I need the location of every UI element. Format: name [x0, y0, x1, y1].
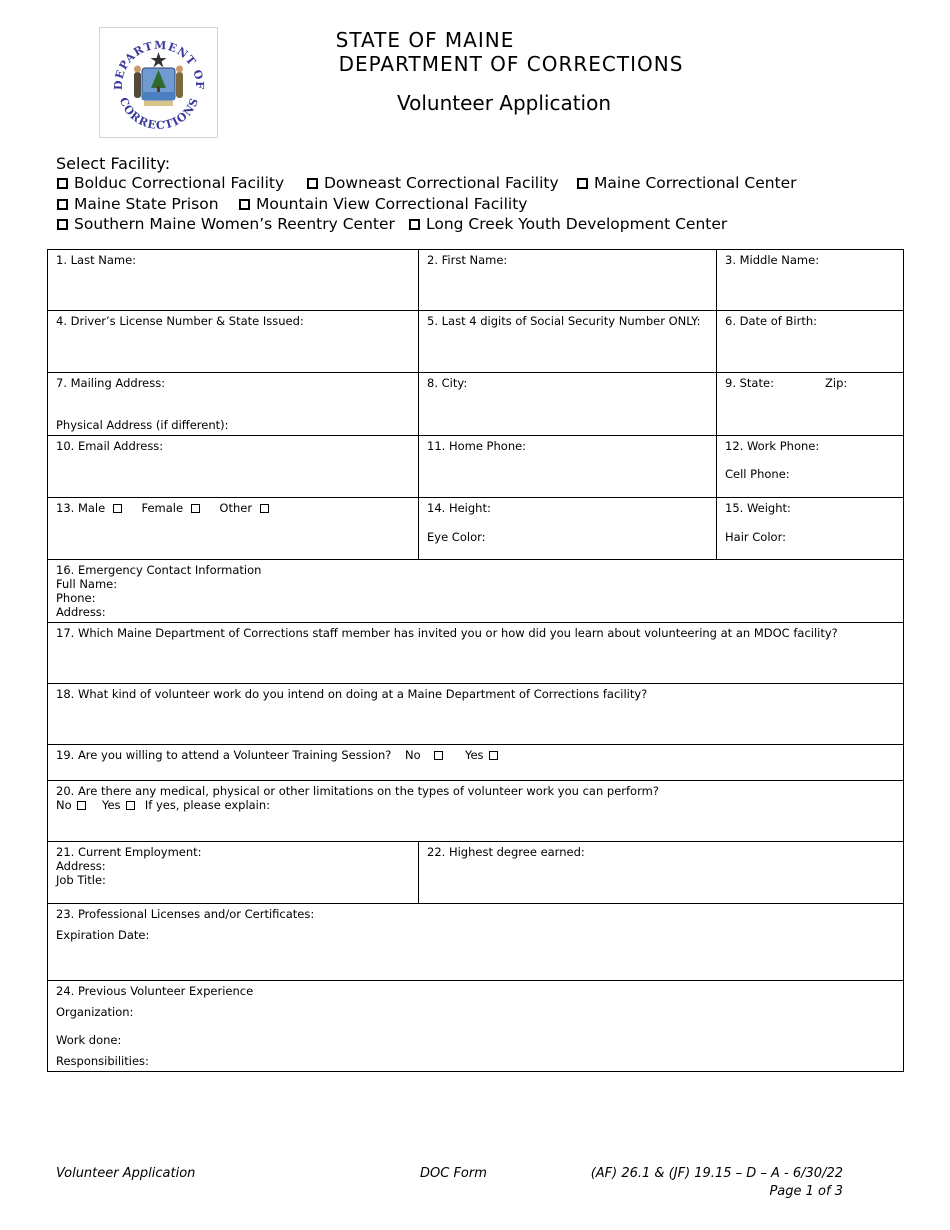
- facility-checkbox[interactable]: [307, 178, 318, 189]
- seal-text-bottom: CORRECTIONS: [116, 95, 202, 133]
- field-label: No: [56, 798, 72, 812]
- female-checkbox[interactable]: [191, 504, 200, 513]
- application-form-table: [47, 249, 904, 1072]
- work-cell-phone-field[interactable]: [717, 436, 904, 498]
- footer-doc-form: DOC Form: [420, 1166, 487, 1181]
- field-label: 1. Last Name:: [56, 253, 137, 267]
- select-facility-label: Select Facility:: [56, 154, 171, 173]
- facility-checkbox[interactable]: [57, 219, 68, 230]
- field-label: 12. Work Phone:: [725, 439, 820, 453]
- field-label: 18. What kind of volunteer work do you intend on doing at a Maine Department of Corrections facility?: [56, 687, 648, 701]
- state-zip-field[interactable]: [717, 373, 904, 436]
- facility-option-label: Mountain View Correctional Facility: [256, 195, 528, 213]
- facility-option-label: Bolduc Correctional Facility: [74, 174, 285, 192]
- facility-option-label: Maine Correctional Center: [594, 174, 797, 192]
- facility-option-mountain-view[interactable]: [239, 195, 527, 213]
- facility-checkbox[interactable]: [239, 199, 250, 210]
- field-label: 23. Professional Licenses and/or Certificates:: [56, 907, 315, 921]
- licenses-certificates-field[interactable]: [48, 904, 904, 981]
- seal-text-top: DEPARTMENT OF: [111, 38, 207, 91]
- facility-option-label: Long Creek Youth Development Center: [426, 215, 728, 233]
- training-no-checkbox[interactable]: [434, 751, 443, 760]
- footer-page-number: Page 1 of 3: [769, 1184, 843, 1199]
- facility-option-label: Maine State Prison: [74, 195, 219, 213]
- current-employment-field[interactable]: [48, 842, 419, 904]
- field-label: 7. Mailing Address:: [56, 376, 166, 390]
- gender-field: [48, 498, 419, 560]
- field-label: 14. Height:: [427, 501, 491, 515]
- field-label: 22. Highest degree earned:: [427, 845, 585, 859]
- field-label: 3. Middle Name:: [725, 253, 820, 267]
- field-label: 15. Weight:: [725, 501, 791, 515]
- field-label: Address:: [56, 859, 106, 873]
- state-heading: STATE OF MAINE: [335, 28, 515, 52]
- first-name-field[interactable]: [419, 250, 717, 311]
- field-label: 6. Date of Birth:: [725, 314, 817, 328]
- field-label: Yes: [464, 748, 484, 762]
- home-phone-field[interactable]: [419, 436, 717, 498]
- limitations-no-checkbox[interactable]: [77, 801, 86, 810]
- field-label: If yes, please explain:: [144, 798, 271, 812]
- facility-option-label: Downeast Correctional Facility: [324, 174, 559, 192]
- field-label: Organization:: [56, 1005, 134, 1019]
- field-label: Expiration Date:: [56, 928, 150, 942]
- field-label: No: [405, 748, 421, 762]
- form-title: Volunteer Application: [396, 91, 612, 115]
- footer-form-code: (AF) 26.1 & (JF) 19.15 – D – A - 6/30/22: [590, 1166, 843, 1181]
- footer-form-name: Volunteer Application: [56, 1166, 196, 1181]
- height-eye-color-field[interactable]: [419, 498, 717, 560]
- field-label: 16. Emergency Contact Information: [56, 563, 262, 577]
- limitations-yes-checkbox[interactable]: [126, 801, 135, 810]
- field-label: Phone:: [56, 591, 96, 605]
- weight-hair-color-field[interactable]: [717, 498, 904, 560]
- facility-checkbox[interactable]: [409, 219, 420, 230]
- facility-checkbox[interactable]: [57, 199, 68, 210]
- facility-option-long-creek[interactable]: [409, 215, 727, 233]
- drivers-license-field[interactable]: [48, 311, 419, 373]
- field-label: Other: [219, 501, 253, 515]
- field-label: Responsibilities:: [56, 1054, 149, 1068]
- field-label: Hair Color:: [725, 530, 786, 544]
- mailing-address-field[interactable]: [48, 373, 419, 436]
- field-label: 11. Home Phone:: [427, 439, 527, 453]
- facility-option-bolduc[interactable]: [57, 174, 284, 192]
- field-label: Work done:: [56, 1033, 122, 1047]
- other-checkbox[interactable]: [260, 504, 269, 513]
- field-label: Zip:: [825, 376, 848, 390]
- emergency-contact-field[interactable]: [48, 560, 904, 623]
- training-yes-checkbox[interactable]: [489, 751, 498, 760]
- male-checkbox[interactable]: [113, 504, 122, 513]
- field-label: Cell Phone:: [725, 467, 790, 481]
- date-of-birth-field[interactable]: [717, 311, 904, 373]
- field-label: 2. First Name:: [427, 253, 508, 267]
- facility-option-downeast[interactable]: [307, 174, 559, 192]
- field-label: Address:: [56, 605, 106, 619]
- email-address-field[interactable]: [48, 436, 419, 498]
- field-label: 8. City:: [427, 376, 468, 390]
- field-label: 9. State:: [725, 376, 774, 390]
- middle-name-field[interactable]: [717, 250, 904, 311]
- field-label: Female: [141, 501, 184, 515]
- facility-checkbox[interactable]: [57, 178, 68, 189]
- facility-option-southern-maine[interactable]: [57, 215, 395, 233]
- field-label: 13. Male: [56, 501, 106, 515]
- facility-option-msp[interactable]: [57, 195, 219, 213]
- intended-work-field[interactable]: [48, 684, 904, 745]
- training-session-field: [48, 745, 904, 781]
- field-label: Yes: [101, 798, 121, 812]
- field-label: 24. Previous Volunteer Experience: [56, 984, 254, 998]
- facility-option-label: Southern Maine Women’s Reentry Center: [74, 215, 395, 233]
- field-label: 5. Last 4 digits of Social Security Number ONLY:: [427, 314, 701, 328]
- field-label: Eye Color:: [427, 530, 486, 544]
- facility-checkbox[interactable]: [577, 178, 588, 189]
- field-label: 19. Are you willing to attend a Volunteer Training Session?: [56, 748, 392, 762]
- field-label: Physical Address (if different):: [56, 418, 229, 432]
- field-label: Job Title:: [56, 873, 106, 887]
- field-label: 4. Driver’s License Number & State Issued:: [56, 314, 304, 328]
- field-label: 17. Which Maine Department of Corrections staff member has invited you or how did you learn about volunteering at an MDOC facility?: [56, 626, 838, 640]
- previous-experience-field[interactable]: [48, 981, 904, 1072]
- facility-option-mcc[interactable]: [577, 174, 797, 192]
- field-label: 21. Current Employment:: [56, 845, 202, 859]
- field-label: Full Name:: [56, 577, 118, 591]
- department-heading: DEPARTMENT OF CORRECTIONS: [338, 52, 684, 76]
- field-label: 10. Email Address:: [56, 439, 164, 453]
- staff-referral-field[interactable]: [48, 623, 904, 684]
- last-name-field[interactable]: [48, 250, 419, 311]
- ssn-last4-field[interactable]: [419, 311, 717, 373]
- city-field[interactable]: [419, 373, 717, 436]
- field-label: 20. Are there any medical, physical or other limitations on the types of volunteer work you can perform?: [56, 784, 659, 798]
- highest-degree-field[interactable]: [419, 842, 904, 904]
- limitations-field[interactable]: [48, 781, 904, 842]
